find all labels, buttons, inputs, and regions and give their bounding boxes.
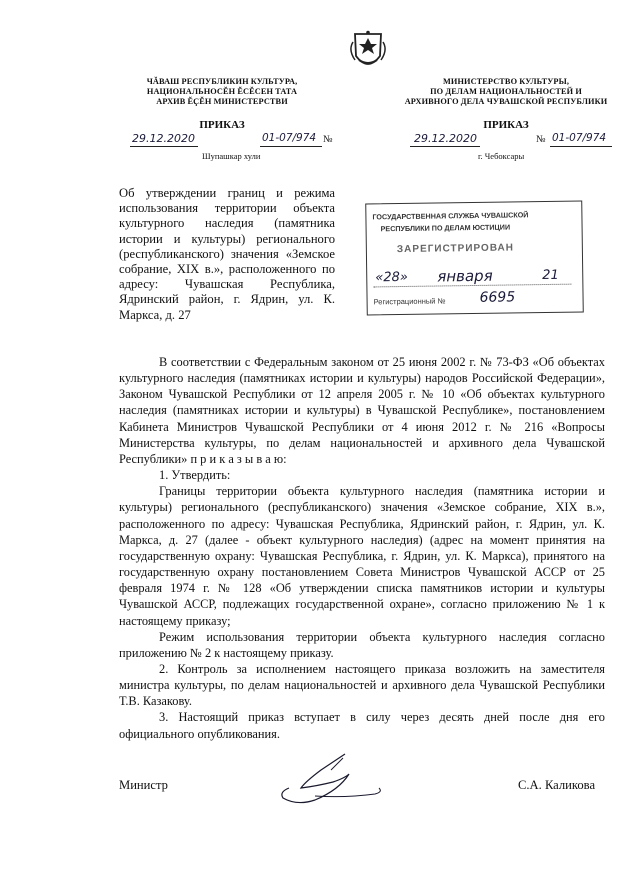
header-right-date-line [410,133,620,149]
signer-name: С.А. Каликова [518,778,596,792]
body-paragraph: В соответствии с Федеральным законом от 25 июня 2002 г. № 73-ФЗ «Об объектах культурного наследия (памятниках истории и культуры) народов Российской Федерации», Законом Чувашской Республики от 12 апреля 2005 г. № 10 «Об объектах культурного наследия (памятниках истории и культуры) в Чувашской Республике», постановлением Кабинета Министров Чувашской Республики от 4 июня 2012 г. № 216 «Вопросы Министерства культуры, по делам национальностей и архивного дела Чувашской Республики» п р и к а з ы в а ю: [119,355,605,466]
header-left-line: ЧĂВАШ РЕСПУБЛИКИН КУЛЬТУРА, [146,77,298,86]
header-left-number-sign: № [323,134,333,145]
header-right-number-underline [550,146,612,147]
registration-stamp [365,200,584,315]
document-title: Об утверждении границ и режима использования территории объекта культурного наследия (памятника истории и культуры) регионального (республиканского) значения «Земское собрание, XIX в.», расположенного по адресу: Чувашская Республика, Ядринский район, г. Ядрин, ул. К. Маркса, д. 27 [119,186,335,322]
header-left-doc-type: ПРИКАЗ [199,119,245,131]
body-paragraph: Границы территории объекта культурного наследия (памятника истории и культуры) регионального (республиканского) значения «Земское собрание, XIX в.», расположенного по адресу: Чувашская Республика, Ядринский район, г. Ядрин, ул. К. Маркса, д. 27 (далее - объект культурного наследия) (адрес на момент принятия на государственную охрану: Чувашская Республика, г. Ядрин, ул. К. Маркса), принятого на государственную охрану постановлением Совета Министров Чувашской АССР от 25 февраля 1974 г. № 128 «Об утверждении списка памятников истории и культуры Чувашской АССР, подлежащих государственной охране», согласно приложению № 1 к настоящему приказу; [119,484,605,628]
header-left-date-underline [130,146,198,147]
stamp-line-1: ГОСУДАРСТВЕННАЯ СЛУЖБА ЧУВАШСКОЙ [372,210,529,222]
body-paragraph: 3. Настоящий приказ вступает в силу через десять дней после дня его официального опубликования. [119,710,605,741]
stamp-date-year: 21 [542,267,559,284]
body-paragraph: Режим использования территории объекта культурного наследия согласно приложению № 2 к настоящему приказу. [119,629,605,660]
handwritten-signature [275,748,390,810]
header-right-org [397,77,615,107]
header-left-date: 29.12.2020 [132,132,195,145]
stamp-reg-number: 6695 [479,289,516,306]
header-right-doc-type: ПРИКАЗ [483,119,529,131]
header-right-city: г. Чебоксары [478,151,525,161]
stamp-line-3: ЗАРЕГИСТРИРОВАН [396,242,515,256]
signer-position: Министр [119,778,168,792]
header-left-date-line [130,133,335,149]
stamp-date-month: января [437,266,493,286]
header-left-org [118,77,326,107]
header-left-line: НАЦИОНАЛЬНОСĔН ĔСĔСЕН ТАТА [146,87,298,96]
header-left-line: АРХИВ ĔҪĔН МИНИСТЕРСТВИ [156,97,288,106]
stamp-reg-label: Регистрационный № [373,296,446,307]
stamp-line-2: РЕСПУБЛИКИ ПО ДЕЛАМ ЮСТИЦИИ [380,222,511,234]
header-left-number: 01-07/974 [262,132,317,144]
header-left-number-underline [260,146,322,147]
header-right-number-sign: № [536,134,546,145]
document-body [119,354,605,742]
header-left-city: Шупашкар хули [202,151,261,161]
body-paragraph: 2. Контроль за исполнением настоящего приказа возложить на заместителя министра культуры, по делам национальностей и архивного дела Чувашской Республики Т.В. Казакову. [119,661,605,709]
header-right-line: МИНИСТЕРСТВО КУЛЬТУРЫ, [442,77,569,86]
header-right-date: 29.12.2020 [414,132,477,145]
stamp-date-day: «28» [375,269,408,286]
header-right-date-underline [410,146,480,147]
header-right-line: ПО ДЕЛАМ НАЦИОНАЛЬНОСТЕЙ И [430,87,582,96]
body-paragraph: 1. Утвердить: [159,468,231,483]
header-right-line: АРХИВНОГО ДЕЛА ЧУВАШСКОЙ РЕСПУБЛИКИ [404,97,608,106]
header-right-number: 01-07/974 [552,132,607,144]
coat-of-arms-emblem [347,30,389,74]
